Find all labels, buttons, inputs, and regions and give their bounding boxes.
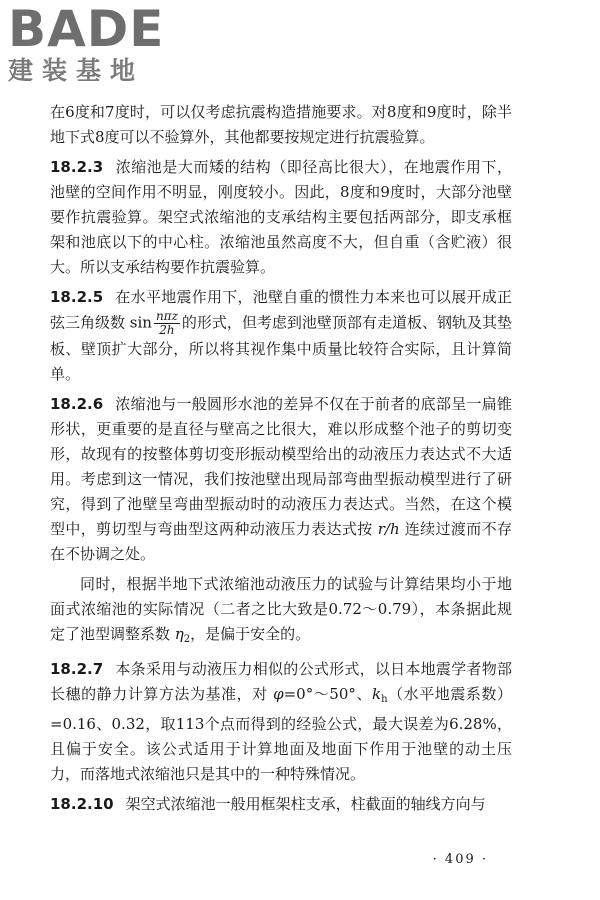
section-18-2-7 — [50, 657, 512, 787]
section-number: 18.2.10 — [50, 795, 114, 813]
section-text: =0°～50°、 — [283, 685, 373, 703]
section-number: 18.2.5 — [50, 288, 104, 306]
section-text: 连续过渡而不存在不协调之处。 — [50, 520, 512, 563]
section-text: 架空式浓缩池一般用框架柱支承，柱截面的轴线方向与 — [125, 795, 486, 813]
section-text: ，是偏于安全的。 — [190, 625, 311, 643]
logo-subtitle: 建装基地 — [8, 56, 145, 85]
section-text: 在水平地震作用下，池壁自重的惯性力本来也可以展开成正弦三角级数 sin — [50, 288, 512, 332]
section-number: 18.2.3 — [50, 158, 104, 176]
section-18-2-3 — [50, 155, 512, 280]
kh-subscript: h — [381, 694, 388, 705]
section-18-2-10 — [50, 792, 512, 817]
section-18-2-5 — [50, 285, 512, 387]
section-number: 18.2.6 — [50, 395, 104, 413]
sine-fraction — [154, 310, 180, 337]
section-text: （水平地震系数）=0.16、0.32，取113个点而得到的经验公式，最大误差为6.28%，且偏于安全。该公式适用于计算地面及地面下作用于池壁的动土压力，而落地式浓缩池只是其中的一种特殊情况。 — [50, 685, 512, 783]
ratio-symbol: r/h — [377, 520, 400, 538]
section-18-2-6-continued — [50, 572, 512, 652]
section-text: 同时，根据半地下式浓缩池动液压力的试验与计算结果均小于地面式浓缩池的实际情况（二者之比大致是0.72～0.79），本条据此规定了池型调整系数 — [50, 575, 512, 643]
section-text: 的形式，但考虑到池壁顶部有走道板、钢轨及其垫板、壁顶扩大部分，所以将其视作集中质量比较符合实际，且计算简单。 — [50, 313, 512, 383]
page-body — [50, 100, 512, 822]
intro-paragraph: 在6度和7度时，可以仅考虑抗震构造措施要求。对8度和9度时，除半地下式8度可以不验算外，其他都要按规定进行抗震验算。 — [50, 103, 512, 146]
kh-symbol: k — [372, 685, 382, 703]
section-text: 浓缩池是大而矮的结构（即径高比很大），在地震作用下，池壁的空间作用不明显，刚度较小。因此，8度和9度时，大部分池壁要作抗震验算。架空式浓缩池的支承结构主要包括两部分，即支承框架和池底以下的中心柱。浓缩池虽然高度不大，但自重（含贮液）很大。所以支承结构要作抗震验算。 — [50, 158, 512, 276]
fraction-denominator: 2h — [159, 323, 175, 337]
section-18-2-6 — [50, 392, 512, 567]
phi-symbol: φ — [273, 685, 284, 703]
brand-logo — [8, 0, 178, 86]
page-number: · 409 · — [432, 852, 488, 867]
eta-symbol: η — [174, 625, 184, 643]
logo-wordmark: BADE — [8, 0, 165, 58]
section-text: 浓缩池与一般圆形水池的差异不仅在于前者的底部呈一扁锥形状，更重要的是直径与壁高之比很大，难以形成整个池子的剪切变形，故现有的按整体剪切变形振动模型给出的动液压力表达式不大适用。考虑到这一情况，我们按池壁出现局部弯曲型振动模型进行了研究，得到了池壁呈弯曲型振动时的动液压力表达式。当然，在这个模型中，剪切型与弯曲型这两种动液压力表达式按 — [50, 395, 512, 538]
section-text: 本条采用与动液压力相似的公式形式，以日本地震学者物部长穗的静力计算方法为基准，对 — [50, 660, 512, 703]
section-number: 18.2.7 — [50, 660, 104, 678]
eta-subscript: 2 — [183, 634, 191, 645]
fraction-numerator: nπz — [155, 309, 178, 323]
